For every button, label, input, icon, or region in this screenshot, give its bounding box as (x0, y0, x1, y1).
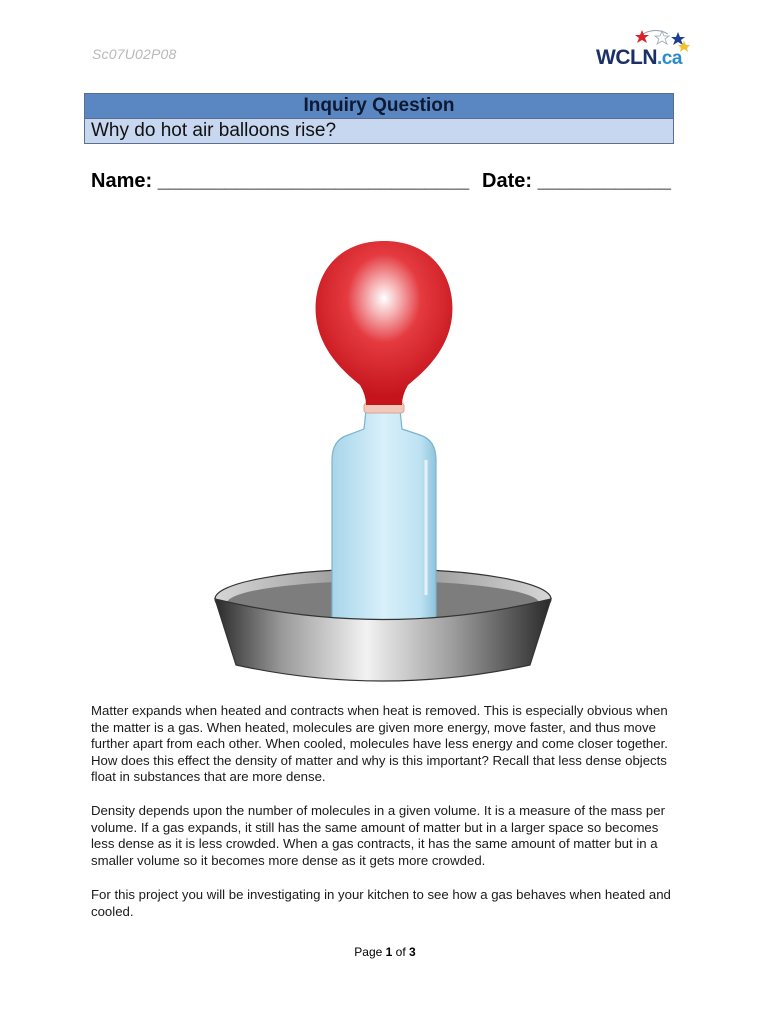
inquiry-question: Why do hot air balloons rise? (85, 119, 673, 143)
page-current: 1 (385, 945, 393, 959)
logo-text: WCLN (596, 46, 657, 69)
document-code: Sc07U02P08 (92, 46, 177, 62)
body-paragraph-1: Matter expands when heated and contracts when heat is removed. This is especially obvious when the matter is a gas. When heated, molecules are given more energy, move faster, and thus move further apart from each other. When cooled, molecules have less energy and come closer together. How does this effect the density of matter and why is this important? Recall that less dense objects float in substances that are more dense. (91, 703, 668, 784)
date-field: Date: ____________ (482, 170, 672, 192)
balloon (316, 241, 453, 405)
body-paragraph-2: Density depends upon the number of molecules in a given volume. It is a measure of the mass per volume. If a gas expands, it still has the same amount of matter but in a larger space so becomes less dense as it is less crowded. When a gas contracts, it has the same amount of matter but in a smaller volume so it becomes more dense as it gets more crowded. (91, 803, 665, 868)
body-paragraph-3: For this project you will be investigating in your kitchen to see how a gas behaves when heated and cooled. (91, 887, 671, 919)
page-number (0, 945, 770, 959)
inquiry-question-box (84, 93, 674, 144)
name-field: Name: ____________________________ (91, 170, 470, 192)
page-of: of (395, 945, 406, 959)
bottle-body (332, 410, 436, 635)
page-word: Page (354, 945, 383, 959)
wcln-logo (594, 28, 692, 72)
inquiry-heading: Inquiry Question (85, 94, 673, 119)
logo-suffix: .ca (656, 48, 682, 69)
logo-wordmark (596, 46, 682, 70)
balloon-bottle-illustration (208, 235, 558, 685)
page-total: 3 (409, 945, 416, 959)
